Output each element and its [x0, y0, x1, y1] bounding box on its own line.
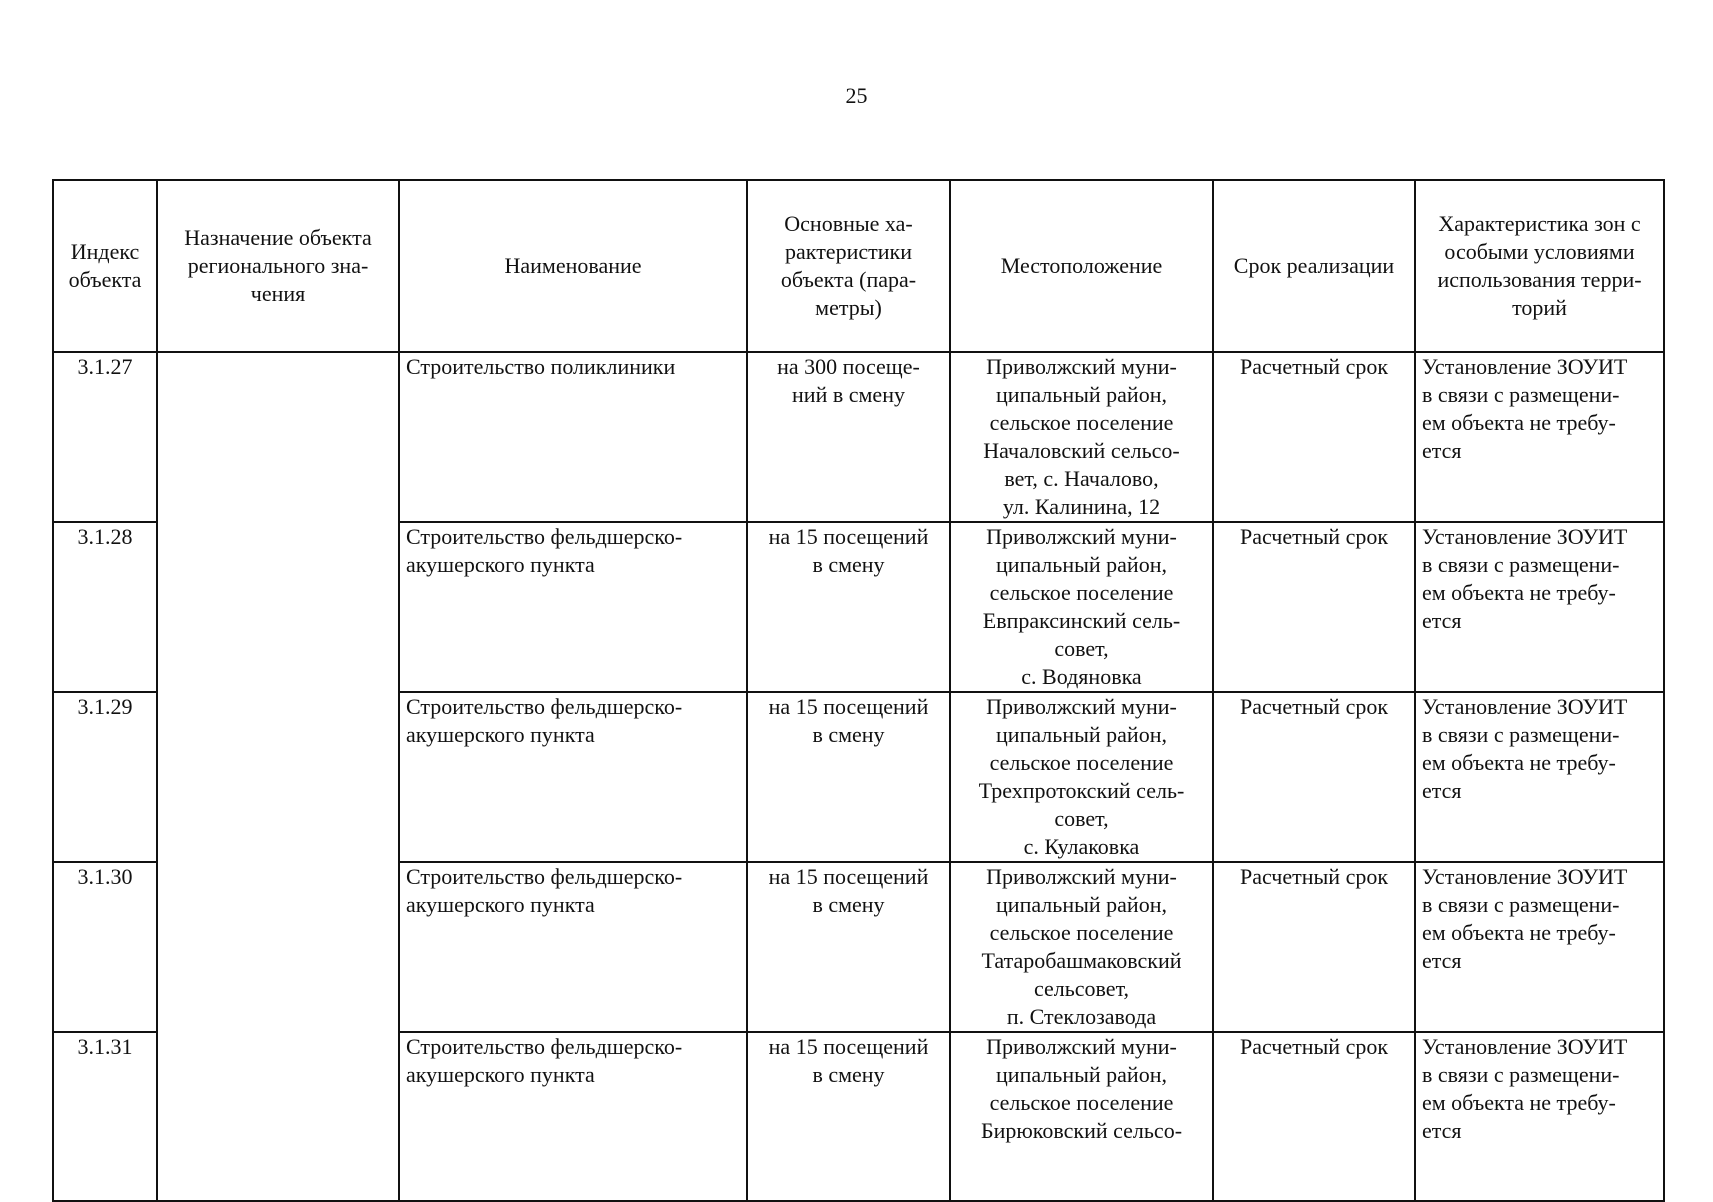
cell-term: Расчетный срок [1213, 862, 1415, 1032]
cell-zones: Установление ЗОУИТ в связи с размещени- ем объекта не требу- ется [1415, 522, 1664, 692]
table-row [53, 352, 1664, 522]
cell-params: на 15 посещений в смену [747, 862, 950, 1032]
header-index: Индекс объекта [53, 180, 157, 352]
cell-location: Приволжский муни- ципальный район, сельское поселение Бирюковский сельсо- [950, 1032, 1213, 1201]
page-number: 25 [845, 83, 868, 108]
cell-index: 3.1.27 [53, 352, 157, 522]
objects-table [52, 179, 1665, 1202]
header-name: Наименование [399, 180, 747, 352]
cell-params: на 15 посещений в смену [747, 692, 950, 862]
cell-term: Расчетный срок [1213, 352, 1415, 522]
cell-name: Строительство фельдшерско- акушерского пункта [399, 862, 747, 1032]
cell-name: Строительство фельдшерско- акушерского пункта [399, 522, 747, 692]
cell-params: на 15 посещений в смену [747, 522, 950, 692]
cell-term: Расчетный срок [1213, 522, 1415, 692]
header-location: Местоположение [950, 180, 1213, 352]
cell-name: Строительство фельдшерско- акушерского пункта [399, 692, 747, 862]
cell-name: Строительство поликлиники [399, 352, 747, 522]
cell-index: 3.1.28 [53, 522, 157, 692]
cell-zones: Установление ЗОУИТ в связи с размещени- ем объекта не требу- ется [1415, 692, 1664, 862]
cell-index: 3.1.30 [53, 862, 157, 1032]
cell-index: 3.1.29 [53, 692, 157, 862]
cell-params: на 300 посеще- ний в смену [747, 352, 950, 522]
cell-index: 3.1.31 [53, 1032, 157, 1201]
cell-name: Строительство фельдшерско- акушерского пункта [399, 1032, 747, 1201]
header-params: Основные ха- рактеристики объекта (пара- метры) [747, 180, 950, 352]
table-header-row [53, 180, 1664, 352]
cell-term: Расчетный срок [1213, 1032, 1415, 1201]
cell-location: Приволжский муни- ципальный район, сельское поселение Началовский сельсо- вет, с. Началово, ул. Калинина, 12 [950, 352, 1213, 522]
header-purpose: Назначение объекта регионального зна- чения [157, 180, 399, 352]
cell-location: Приволжский муни- ципальный район, сельское поселение Трехпротокский сель- совет, с. Кулаковка [950, 692, 1213, 862]
header-zones: Характеристика зон с особыми условиями использования терри- торий [1415, 180, 1664, 352]
header-term: Срок реализации [1213, 180, 1415, 352]
cell-purpose-merged [157, 352, 399, 1201]
cell-zones: Установление ЗОУИТ в связи с размещени- ем объекта не требу- ется [1415, 862, 1664, 1032]
cell-params: на 15 посещений в смену [747, 1032, 950, 1201]
cell-term: Расчетный срок [1213, 692, 1415, 862]
cell-zones: Установление ЗОУИТ в связи с размещени- ем объекта не требу- ется [1415, 1032, 1664, 1201]
cell-location: Приволжский муни- ципальный район, сельское поселение Татаробашмаковский сельсовет, п. Стеклозавода [950, 862, 1213, 1032]
cell-location: Приволжский муни- ципальный район, сельское поселение Евпраксинский сель- совет, с. Водяновка [950, 522, 1213, 692]
cell-zones: Установление ЗОУИТ в связи с размещени- ем объекта не требу- ется [1415, 352, 1664, 522]
